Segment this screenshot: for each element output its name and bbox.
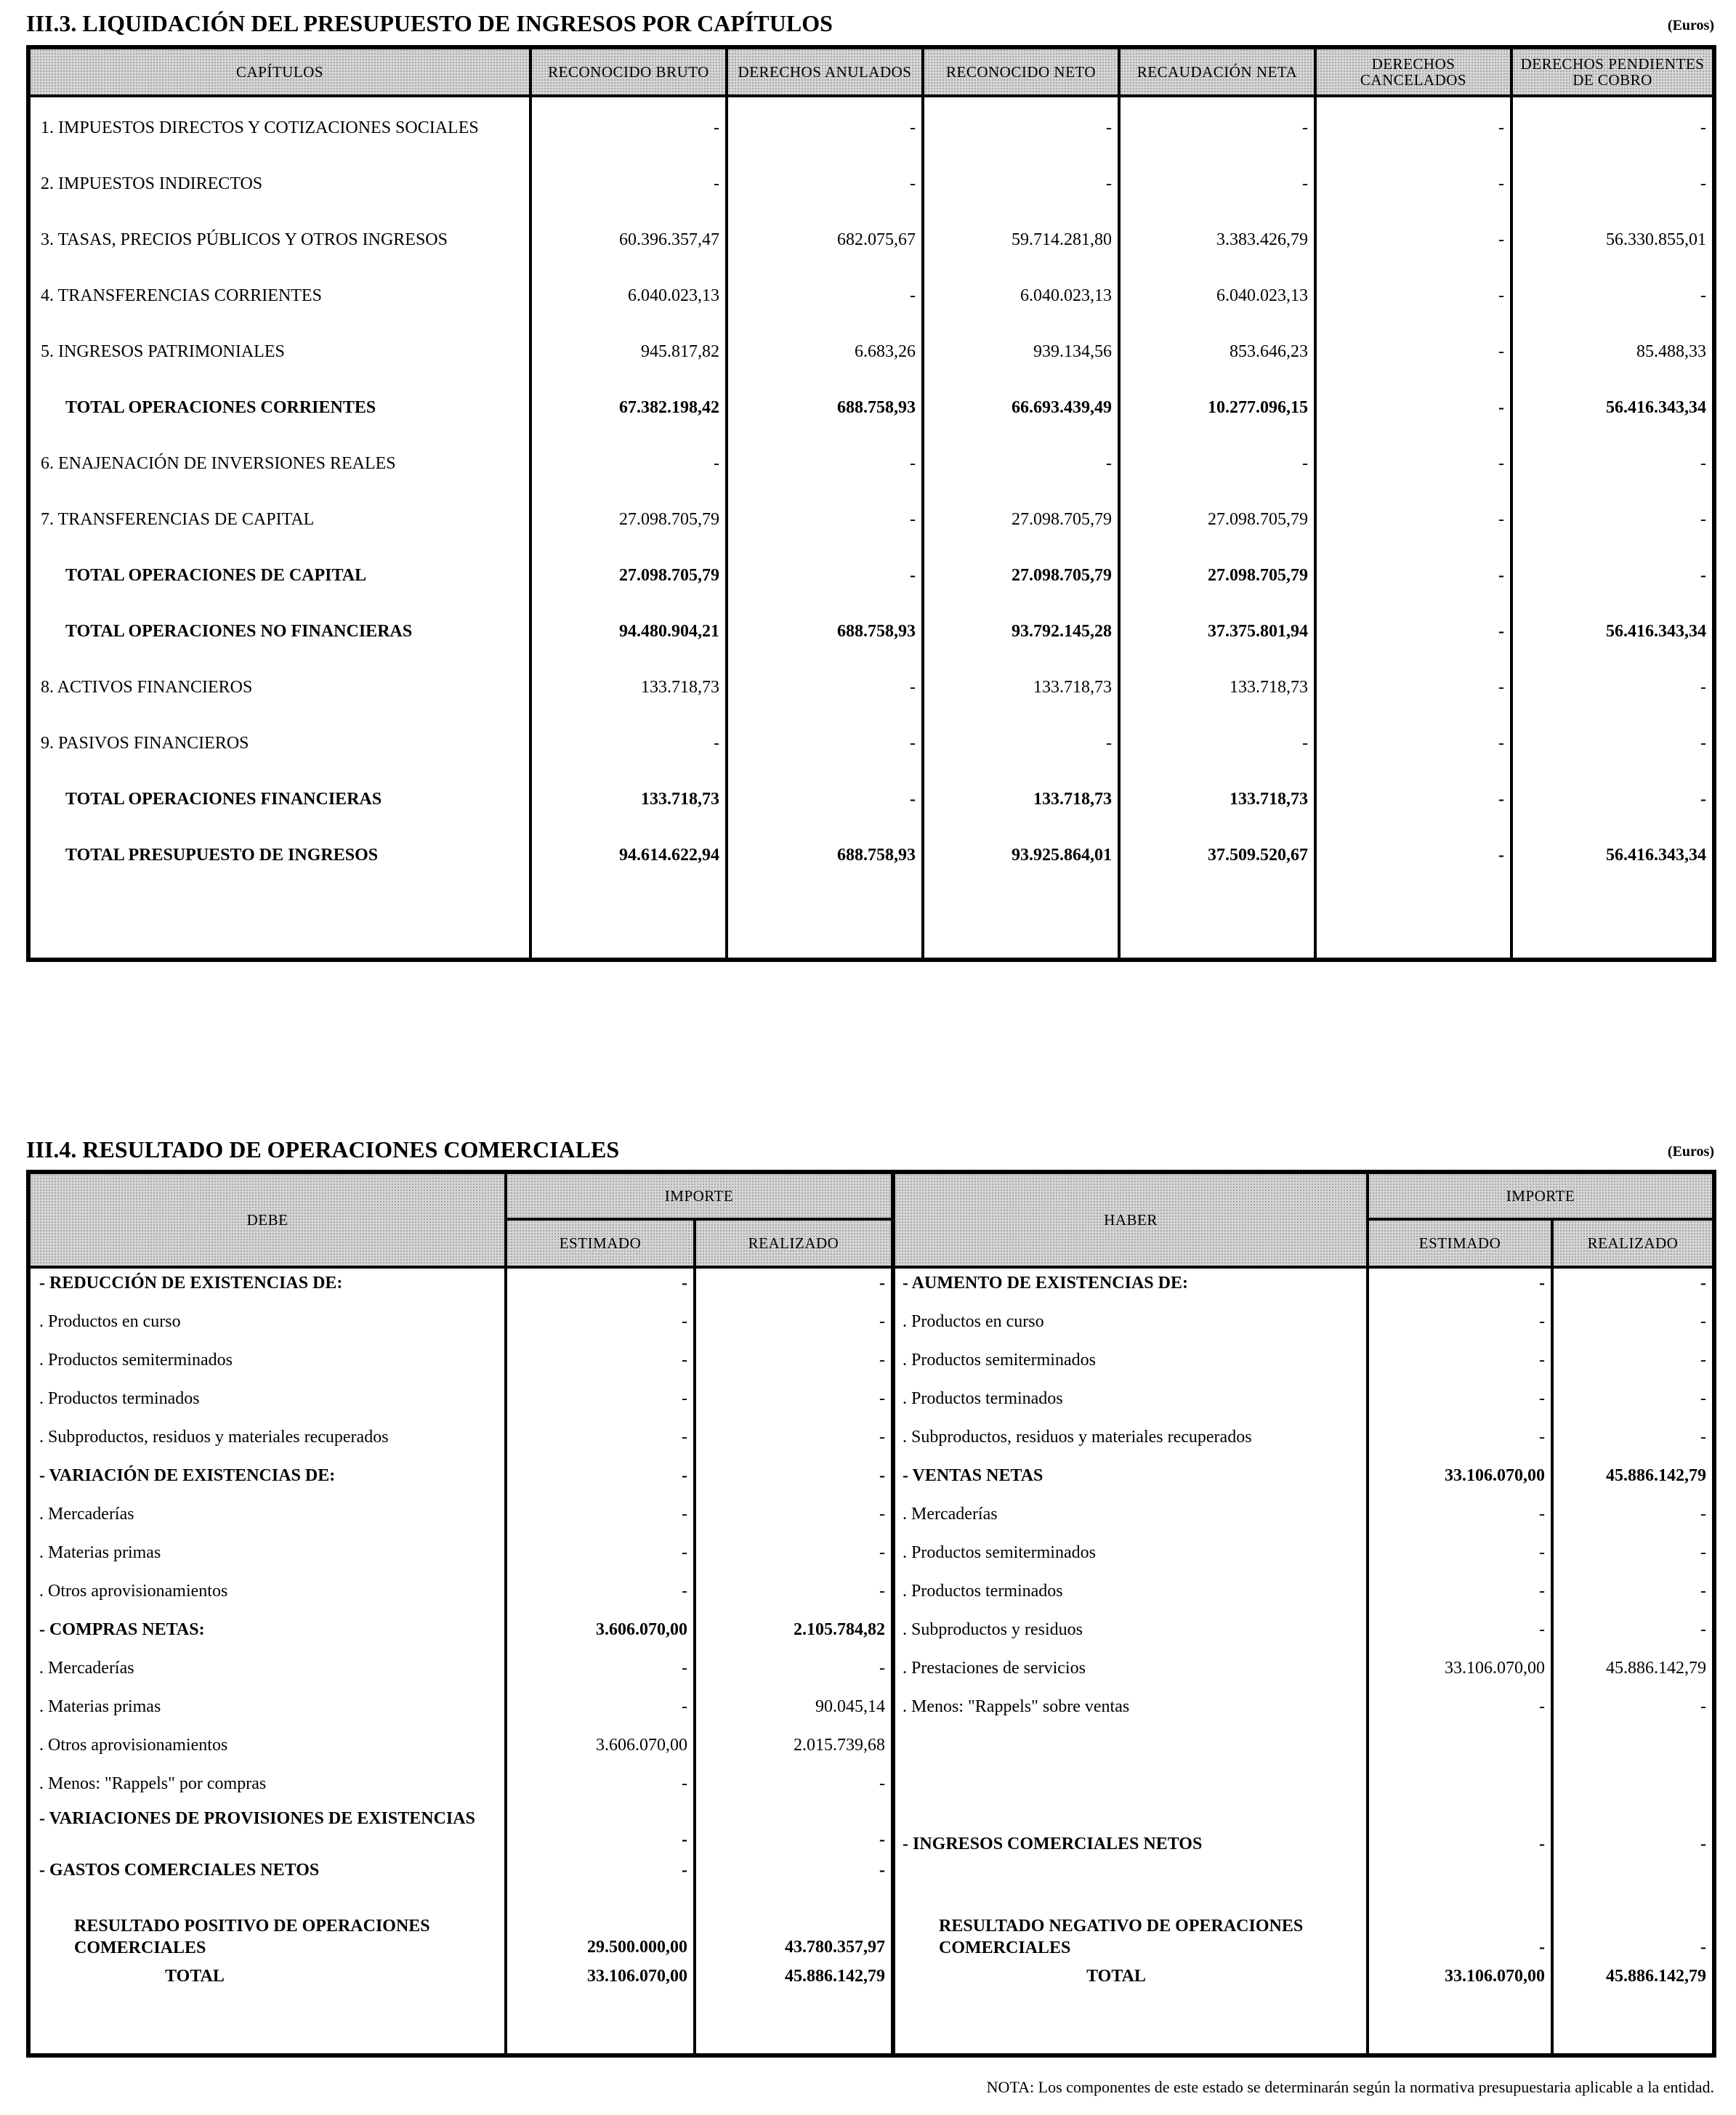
haber-estimado-value: - <box>1539 1620 1545 1639</box>
haber-realizado-value: 45.886.142,79 <box>1606 1659 1706 1678</box>
table-cell-value: - <box>1700 118 1706 137</box>
debe-row-label: . Productos semiterminados <box>39 1351 233 1370</box>
table-cell-value: 59.714.281,80 <box>1012 230 1112 249</box>
table-row-label: 4. TRANSFERENCIAS CORRIENTES <box>41 286 322 305</box>
table-cell-value: 37.509.520,67 <box>1208 846 1308 865</box>
debe-realizado-value: - <box>879 1505 885 1524</box>
haber-realizado-value: - <box>1700 1389 1706 1408</box>
haber-realizado-value: - <box>1700 1835 1706 1853</box>
table-cell-value: 67.382.198,42 <box>619 398 719 417</box>
haber-estimado-value: - <box>1539 1389 1545 1408</box>
haber-row-label: . Menos: "Rappels" sobre ventas <box>903 1697 1130 1716</box>
haber-row-label: - AUMENTO DE EXISTENCIAS DE: <box>903 1274 1188 1293</box>
debe-estimado-value: - <box>682 1466 687 1485</box>
table-cell-value: - <box>1498 342 1504 361</box>
debe-estimado-value: - <box>682 1861 687 1880</box>
debe-row-label: . Materias primas <box>39 1697 161 1716</box>
debe-realizado-value: - <box>879 1659 885 1678</box>
importe-divider <box>504 1218 894 1221</box>
table-cell-value: 27.098.705,79 <box>619 510 719 529</box>
debe-row-label: . Otros aprovisionamientos <box>39 1736 228 1755</box>
debe-estimado-value: - <box>682 1582 687 1601</box>
debe-realizado-value: - <box>879 1774 885 1793</box>
table-cell-value: 66.693.439,49 <box>1012 398 1112 417</box>
debe-row-label: - REDUCCIÓN DE EXISTENCIAS DE: <box>39 1274 343 1293</box>
table-cell-value: - <box>1498 622 1504 641</box>
table-row-label: TOTAL OPERACIONES FINANCIERAS <box>65 790 382 809</box>
header-importe-debe: IMPORTE <box>507 1174 891 1218</box>
haber-row-label: . Prestaciones de servicios <box>903 1659 1086 1678</box>
haber-row-label: . Productos semiterminados <box>903 1543 1096 1562</box>
table-row-label: TOTAL OPERACIONES NO FINANCIERAS <box>65 622 413 641</box>
table-cell-value: - <box>910 118 916 137</box>
header-realizado-debe: REALIZADO <box>696 1221 891 1266</box>
table-cell-value: - <box>1106 174 1112 193</box>
col-divider <box>1366 1174 1369 2053</box>
table-cell-value: - <box>1700 790 1706 809</box>
table-cell-value: - <box>910 790 916 809</box>
header-derechos-pendientes: DERECHOS PENDIENTES DE COBRO <box>1513 49 1712 94</box>
table-cell-value: 3.383.426,79 <box>1216 230 1308 249</box>
debe-realizado-value: 2.105.784,82 <box>794 1620 885 1639</box>
table-cell-value: 60.396.357,47 <box>619 230 719 249</box>
haber-row-label: . Productos en curso <box>903 1312 1044 1331</box>
debe-row-label: . Materias primas <box>39 1543 161 1562</box>
table-row-label: 1. IMPUESTOS DIRECTOS Y COTIZACIONES SOCIALES <box>41 118 479 137</box>
table-row-label: 7. TRANSFERENCIAS DE CAPITAL <box>41 510 315 529</box>
header-reconocido-neto: RECONOCIDO NETO <box>924 49 1118 94</box>
table-cell-value: 10.277.096,15 <box>1208 398 1308 417</box>
haber-estimado-value: - <box>1539 1543 1545 1562</box>
debe-estimado-value: 3.606.070,00 <box>596 1736 687 1755</box>
debe-row-label: - VARIACIÓN DE EXISTENCIAS DE: <box>39 1466 336 1485</box>
table-cell-value: - <box>1700 286 1706 305</box>
table-cell-value: - <box>714 174 719 193</box>
importe-divider <box>1366 1218 1712 1221</box>
table-cell-value: 27.098.705,79 <box>1208 566 1308 585</box>
table-cell-value: 133.718,73 <box>1033 678 1112 697</box>
haber-estimado-value: - <box>1539 1505 1545 1524</box>
debe-row-label: . Productos en curso <box>39 1312 181 1331</box>
table-row-label: TOTAL OPERACIONES CORRIENTES <box>65 398 376 417</box>
debe-row-label: . Subproductos, residuos y materiales recuperados <box>39 1428 389 1447</box>
total-haber-estimado: 33.106.070,00 <box>1445 1967 1545 1986</box>
table-cell-value: - <box>1498 734 1504 753</box>
table-row-label: 8. ACTIVOS FINANCIEROS <box>41 678 253 697</box>
units-label: (Euros) <box>1667 1144 1714 1160</box>
debe-estimado-value: - <box>682 1659 687 1678</box>
table-cell-value: 133.718,73 <box>641 678 719 697</box>
liquidacion-table <box>26 45 1716 962</box>
haber-estimado-value: - <box>1539 1835 1545 1853</box>
header-divider <box>31 94 1712 97</box>
table-cell-value: - <box>714 118 719 137</box>
debe-row-label: . Mercaderías <box>39 1505 134 1524</box>
debe-realizado-value: - <box>879 1466 885 1485</box>
table-cell-value: - <box>910 286 916 305</box>
table-cell-value: 6.683,26 <box>855 342 916 361</box>
table-row-label: 5. INGRESOS PATRIMONIALES <box>41 342 285 361</box>
header-estimado-debe: ESTIMADO <box>507 1221 693 1266</box>
total-haber-label: TOTAL <box>1086 1967 1146 1986</box>
debe-row-label: . Menos: "Rappels" por compras <box>39 1774 267 1793</box>
col-divider <box>504 1174 507 2053</box>
table-cell-value: 133.718,73 <box>1033 790 1112 809</box>
table-row-label: 3. TASAS, PRECIOS PÚBLICOS Y OTROS INGRESOS <box>41 230 448 249</box>
debe-realizado-value: - <box>879 1312 885 1331</box>
table-cell-value: - <box>1700 454 1706 473</box>
haber-realizado-value: 45.886.142,79 <box>1606 1466 1706 1485</box>
table-row-label: 6. ENAJENACIÓN DE INVERSIONES REALES <box>41 454 396 473</box>
header-divider <box>31 1266 1712 1269</box>
table-cell-value: 688.758,93 <box>837 846 916 865</box>
haber-realizado-value: - <box>1700 1620 1706 1639</box>
table-cell-value: - <box>1302 174 1308 193</box>
table-cell-value: - <box>1700 510 1706 529</box>
debe-realizado-value: - <box>879 1861 885 1880</box>
table-row-label: 9. PASIVOS FINANCIEROS <box>41 734 249 753</box>
debe-estimado-value: - <box>682 1389 687 1408</box>
table-cell-value: 27.098.705,79 <box>619 566 719 585</box>
table-cell-value: - <box>1498 678 1504 697</box>
haber-realizado-value: - <box>1700 1582 1706 1601</box>
table-cell-value: - <box>1106 118 1112 137</box>
units-label: (Euros) <box>1667 17 1714 33</box>
haber-estimado-value: 33.106.070,00 <box>1445 1466 1545 1485</box>
table-cell-value: 93.925.864,01 <box>1012 846 1112 865</box>
debe-realizado-value: 2.015.739,68 <box>794 1736 885 1755</box>
table-row-label: TOTAL OPERACIONES DE CAPITAL <box>65 566 367 585</box>
footnote: NOTA: Los componentes de este estado se determinarán según la normativa presupuestaria aplicable a la entidad. <box>986 2078 1714 2096</box>
haber-row-label: . Mercaderías <box>903 1505 998 1524</box>
header-estimado-haber: ESTIMADO <box>1369 1221 1551 1266</box>
table-cell-value: - <box>1106 734 1112 753</box>
resultado-negativo-realizado: - <box>1700 1938 1706 1957</box>
debe-realizado-value: - <box>879 1389 885 1408</box>
table-cell-value: 27.098.705,79 <box>1012 510 1112 529</box>
table-cell-value: 27.098.705,79 <box>1208 510 1308 529</box>
table-cell-value: - <box>1498 846 1504 865</box>
debe-realizado-value: - <box>879 1582 885 1601</box>
section-title-resultado: III.4. RESULTADO DE OPERACIONES COMERCIALES <box>26 1136 620 1162</box>
header-derechos-cancelados: DERECHOS CANCELADOS <box>1317 49 1510 94</box>
haber-estimado-value: - <box>1539 1312 1545 1331</box>
table-cell-value: - <box>910 678 916 697</box>
resultado-negativo-label: RESULTADO NEGATIVO DE OPERACIONES COMERCIALES <box>939 1917 1304 1957</box>
table-cell-value: 945.817,82 <box>641 342 719 361</box>
haber-realizado-value: - <box>1700 1428 1706 1447</box>
table-cell-value: 688.758,93 <box>837 622 916 641</box>
total-debe-realizado: 45.886.142,79 <box>785 1967 885 1986</box>
table-cell-value: 688.758,93 <box>837 398 916 417</box>
haber-realizado-value: - <box>1700 1505 1706 1524</box>
table-cell-value: 93.792.145,28 <box>1012 622 1112 641</box>
table-cell-value: 56.416.343,34 <box>1606 398 1706 417</box>
haber-estimado-value: - <box>1539 1697 1545 1716</box>
haber-row-label: . Productos terminados <box>903 1582 1063 1601</box>
debe-estimado-value: - <box>682 1830 687 1849</box>
table-cell-value: - <box>714 454 719 473</box>
table-cell-value: - <box>1498 566 1504 585</box>
haber-realizado-value: - <box>1700 1697 1706 1716</box>
table-cell-value: - <box>1302 734 1308 753</box>
debe-row-label: - COMPRAS NETAS: <box>39 1620 205 1639</box>
debe-estimado-value: - <box>682 1774 687 1793</box>
debe-realizado-value: 90.045,14 <box>815 1697 885 1716</box>
haber-row-label: - VENTAS NETAS <box>903 1466 1043 1485</box>
table-cell-value: - <box>1700 566 1706 585</box>
debe-realizado-value: - <box>879 1274 885 1293</box>
header-haber: HABER <box>895 1174 1366 1266</box>
table-cell-value: - <box>910 174 916 193</box>
total-haber-realizado: 45.886.142,79 <box>1606 1967 1706 1986</box>
header-capitulos: CAPÍTULOS <box>31 49 529 94</box>
debe-estimado-value: 3.606.070,00 <box>596 1620 687 1639</box>
haber-estimado-value: 33.106.070,00 <box>1445 1659 1545 1678</box>
header-debe: DEBE <box>31 1174 504 1266</box>
header-recaudacion-neta: RECAUDACIÓN NETA <box>1121 49 1314 94</box>
debe-estimado-value: - <box>682 1274 687 1293</box>
debe-estimado-value: - <box>682 1351 687 1370</box>
table-cell-value: - <box>1106 454 1112 473</box>
table-cell-value: 6.040.023,13 <box>628 286 719 305</box>
debe-realizado-value: - <box>879 1830 885 1849</box>
table-cell-value: 56.416.343,34 <box>1606 622 1706 641</box>
resultado-positivo-estimado: 29.500.000,00 <box>587 1938 687 1957</box>
table-cell-value: - <box>1700 174 1706 193</box>
debe-row-label: . Mercaderías <box>39 1659 134 1678</box>
section-title-liquidacion: III.3. LIQUIDACIÓN DEL PRESUPUESTO DE INGRESOS POR CAPÍTULOS <box>26 10 833 36</box>
table-cell-value: - <box>1498 398 1504 417</box>
debe-realizado-value: - <box>879 1543 885 1562</box>
haber-realizado-value: - <box>1700 1274 1706 1293</box>
table-cell-value: - <box>1498 454 1504 473</box>
table-cell-value: 133.718,73 <box>1230 678 1308 697</box>
table-cell-value: - <box>910 734 916 753</box>
debe-estimado-value: - <box>682 1543 687 1562</box>
haber-estimado-value: - <box>1539 1351 1545 1370</box>
total-debe-estimado: 33.106.070,00 <box>587 1967 687 1986</box>
haber-row-label: . Productos semiterminados <box>903 1351 1096 1370</box>
table-cell-value: 682.075,67 <box>837 230 916 249</box>
table-cell-value: 939.134,56 <box>1033 342 1112 361</box>
table-cell-value: 94.480.904,21 <box>619 622 719 641</box>
resultado-negativo-estimado: - <box>1539 1938 1545 1957</box>
table-cell-value: - <box>714 734 719 753</box>
haber-realizado-value: - <box>1700 1543 1706 1562</box>
table-cell-value: 133.718,73 <box>1230 790 1308 809</box>
table-cell-value: - <box>910 566 916 585</box>
haber-estimado-value: - <box>1539 1428 1545 1447</box>
debe-row-label: . Productos terminados <box>39 1389 200 1408</box>
table-cell-value: 94.614.622,94 <box>619 846 719 865</box>
table-cell-value: - <box>1498 118 1504 137</box>
table-cell-value: - <box>910 510 916 529</box>
table-cell-value: - <box>910 454 916 473</box>
debe-row-label: - GASTOS COMERCIALES NETOS <box>39 1861 320 1880</box>
header-realizado-haber: REALIZADO <box>1554 1221 1712 1266</box>
table-cell-value: - <box>1498 790 1504 809</box>
haber-estimado-value: - <box>1539 1274 1545 1293</box>
haber-row-label: . Subproductos, residuos y materiales recuperados <box>903 1428 1252 1447</box>
table-cell-value: 133.718,73 <box>641 790 719 809</box>
table-cell-value: - <box>1498 174 1504 193</box>
header-derechos-anulados: DERECHOS ANULADOS <box>728 49 921 94</box>
table-cell-value: 6.040.023,13 <box>1216 286 1308 305</box>
table-cell-value: 6.040.023,13 <box>1020 286 1112 305</box>
debe-row-label: . Otros aprovisionamientos <box>39 1582 228 1601</box>
table-cell-value: 56.416.343,34 <box>1606 846 1706 865</box>
debe-realizado-value: - <box>879 1428 885 1447</box>
table-row-label: TOTAL PRESUPUESTO DE INGRESOS <box>65 846 379 865</box>
resultado-positivo-label: RESULTADO POSITIVO DE OPERACIONES COMERCIALES <box>74 1917 430 1957</box>
table-cell-value: - <box>1302 454 1308 473</box>
haber-estimado-value: - <box>1539 1582 1545 1601</box>
header-importe-haber: IMPORTE <box>1369 1174 1712 1218</box>
table-cell-value: - <box>1498 286 1504 305</box>
haber-row-label: . Subproductos y residuos <box>903 1620 1083 1639</box>
table-row-label: 2. IMPUESTOS INDIRECTOS <box>41 174 263 193</box>
debe-estimado-value: - <box>682 1428 687 1447</box>
table-cell-value: 56.330.855,01 <box>1606 230 1706 249</box>
haber-realizado-value: - <box>1700 1312 1706 1331</box>
haber-realizado-value: - <box>1700 1351 1706 1370</box>
table-cell-value: 27.098.705,79 <box>1012 566 1112 585</box>
table-cell-value: - <box>1498 510 1504 529</box>
resultado-table <box>26 1170 1716 2058</box>
table-cell-value: - <box>1700 678 1706 697</box>
table-cell-value: 85.488,33 <box>1636 342 1706 361</box>
col-divider-center <box>891 1174 895 2053</box>
table-cell-value: - <box>1700 734 1706 753</box>
total-debe-label: TOTAL <box>165 1967 225 1986</box>
debe-realizado-value: - <box>879 1351 885 1370</box>
table-cell-value: 853.646,23 <box>1230 342 1308 361</box>
table-cell-value: - <box>1498 230 1504 249</box>
table-cell-value: - <box>1302 118 1308 137</box>
debe-estimado-value: - <box>682 1505 687 1524</box>
debe-estimado-value: - <box>682 1697 687 1716</box>
header-reconocido-bruto: RECONOCIDO BRUTO <box>532 49 725 94</box>
haber-row-label: - INGRESOS COMERCIALES NETOS <box>903 1835 1203 1853</box>
debe-row-label: - VARIACIONES DE PROVISIONES DE EXISTENCIAS <box>39 1809 475 1828</box>
table-cell-value: 37.375.801,94 <box>1208 622 1308 641</box>
haber-row-label: . Productos terminados <box>903 1389 1063 1408</box>
debe-estimado-value: - <box>682 1312 687 1331</box>
resultado-positivo-realizado: 43.780.357,97 <box>785 1938 885 1957</box>
